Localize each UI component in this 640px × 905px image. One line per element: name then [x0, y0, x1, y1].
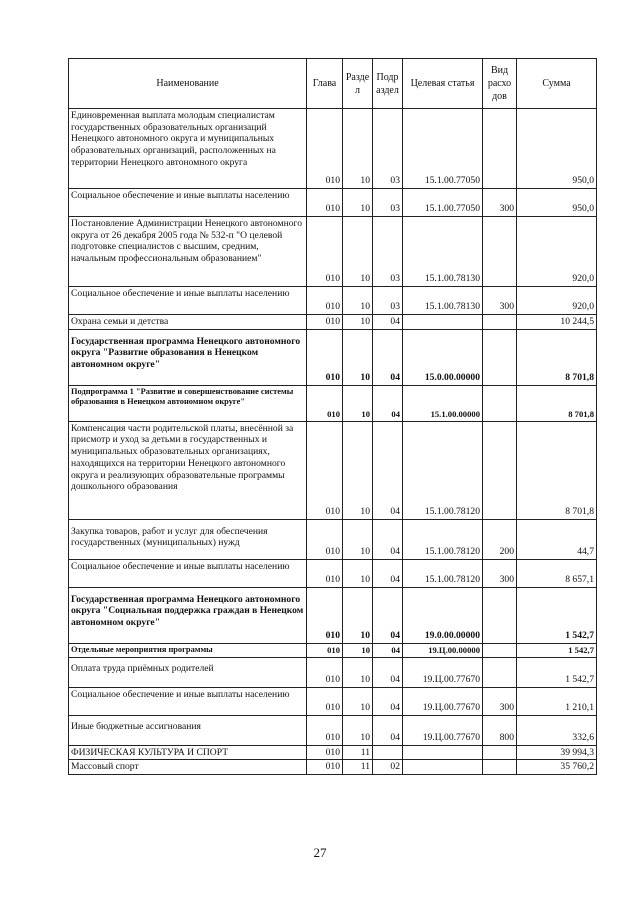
row-type	[483, 421, 517, 519]
row-subsection	[373, 745, 403, 760]
header-chapter: Глава	[307, 59, 343, 109]
row-section: 10	[343, 421, 373, 519]
table-row	[69, 745, 597, 760]
row-target: 15.1.00.78130	[403, 217, 483, 287]
row-sum: 920,0	[517, 217, 597, 287]
row-section: 10	[343, 715, 373, 745]
row-subsection: 04	[373, 385, 403, 421]
row-section: 10	[343, 643, 373, 657]
row-type	[483, 109, 517, 189]
row-sum: 8 701,8	[517, 421, 597, 519]
table-row	[69, 559, 597, 587]
row-subsection: 04	[373, 587, 403, 643]
row-name: Закупка товаров, работ и услуг для обеспечения государственных (муниципальных) нужд	[69, 519, 307, 559]
row-section: 10	[343, 217, 373, 287]
row-name: Социальное обеспечение и иные выплаты населению	[69, 287, 307, 315]
row-chapter: 010	[307, 421, 343, 519]
table-row	[69, 109, 597, 189]
row-section: 10	[343, 519, 373, 559]
row-sum: 8 657,1	[517, 559, 597, 587]
row-type	[483, 217, 517, 287]
row-chapter: 010	[307, 559, 343, 587]
row-subsection: 04	[373, 643, 403, 657]
table-row	[69, 715, 597, 745]
row-section: 10	[343, 587, 373, 643]
table-row	[69, 587, 597, 643]
row-sum: 35 760,2	[517, 760, 597, 775]
row-target	[403, 315, 483, 330]
row-sum: 950,0	[517, 189, 597, 217]
row-sum: 1 542,7	[517, 643, 597, 657]
header-name: Наименование	[69, 59, 307, 109]
row-section: 10	[343, 559, 373, 587]
row-chapter: 010	[307, 329, 343, 385]
row-chapter: 010	[307, 760, 343, 775]
table-row	[69, 385, 597, 421]
table-row	[69, 421, 597, 519]
row-subsection: 04	[373, 315, 403, 330]
row-section: 10	[343, 287, 373, 315]
row-chapter: 010	[307, 687, 343, 715]
header-section: Разде л	[343, 59, 373, 109]
row-type: 300	[483, 559, 517, 587]
row-type	[483, 657, 517, 687]
row-target: 15.1.00.00000	[403, 385, 483, 421]
budget-table	[68, 58, 597, 775]
row-name: Социальное обеспечение и иные выплаты населению	[69, 189, 307, 217]
row-name: Государственная программа Ненецкого автономного округа "Социальная поддержка граждан в Ненецком автономном округе"	[69, 587, 307, 643]
row-target: 15.1.00.77050	[403, 109, 483, 189]
row-section: 10	[343, 109, 373, 189]
row-name: Компенсация части родительской платы, внесённой за присмотр и уход за детьми в государственных и муниципальных образовательных организациях, находящихся на территории Ненецкого автономного округа и реализующих образовательные программы дошкольного образования	[69, 421, 307, 519]
row-type	[483, 385, 517, 421]
row-subsection: 04	[373, 687, 403, 715]
row-sum: 920,0	[517, 287, 597, 315]
table-row	[69, 329, 597, 385]
row-type: 300	[483, 189, 517, 217]
row-target: 15.1.00.78130	[403, 287, 483, 315]
row-section: 10	[343, 315, 373, 330]
row-name: Постановление Администрации Ненецкого автономного округа от 26 декабря 2005 года № 532-п "О целевой подготовке специалистов с высшим, средним, начальным профессиональным образованием"	[69, 217, 307, 287]
row-target: 15.1.00.78120	[403, 421, 483, 519]
row-subsection: 03	[373, 217, 403, 287]
row-sum: 8 701,8	[517, 385, 597, 421]
row-target: 15.1.00.77050	[403, 189, 483, 217]
row-section: 10	[343, 189, 373, 217]
row-sum: 1 542,7	[517, 587, 597, 643]
row-name: Отдельные мероприятия программы	[69, 643, 307, 657]
row-target: 19.Ц.00.77670	[403, 687, 483, 715]
row-subsection: 04	[373, 421, 403, 519]
row-section: 10	[343, 687, 373, 715]
row-section: 10	[343, 329, 373, 385]
row-type	[483, 329, 517, 385]
row-subsection: 04	[373, 329, 403, 385]
row-name: Единовременная выплата молодым специалистам государственных образовательных организаций Ненецкого автономного округа и муниципальных образовательных организаций, расположенных на территории Ненецкого автономного округа	[69, 109, 307, 189]
row-name: Охрана семьи и детства	[69, 315, 307, 330]
row-target: 19.Ц.00.00000	[403, 643, 483, 657]
row-name: Социальное обеспечение и иные выплаты населению	[69, 687, 307, 715]
row-chapter: 010	[307, 715, 343, 745]
row-section: 11	[343, 760, 373, 775]
table-row	[69, 657, 597, 687]
row-sum: 8 701,8	[517, 329, 597, 385]
row-subsection: 04	[373, 519, 403, 559]
row-name: ФИЗИЧЕСКАЯ КУЛЬТУРА И СПОРТ	[69, 745, 307, 760]
row-chapter: 010	[307, 287, 343, 315]
row-subsection: 03	[373, 109, 403, 189]
table-row	[69, 519, 597, 559]
row-type: 300	[483, 287, 517, 315]
row-name: Оплата труда приёмных родителей	[69, 657, 307, 687]
row-chapter: 010	[307, 189, 343, 217]
row-sum: 332,6	[517, 715, 597, 745]
row-sum: 10 244,5	[517, 315, 597, 330]
row-type: 300	[483, 687, 517, 715]
row-chapter: 010	[307, 587, 343, 643]
row-sum: 1 210,1	[517, 687, 597, 715]
table-row	[69, 189, 597, 217]
row-subsection: 04	[373, 559, 403, 587]
row-section: 10	[343, 657, 373, 687]
header-subsection: Подр аздел	[373, 59, 403, 109]
row-type	[483, 315, 517, 330]
table-row	[69, 643, 597, 657]
row-name: Иные бюджетные ассигнования	[69, 715, 307, 745]
row-sum: 950,0	[517, 109, 597, 189]
row-subsection: 02	[373, 760, 403, 775]
row-target: 15.1.00.78120	[403, 559, 483, 587]
row-type: 800	[483, 715, 517, 745]
row-sum: 44,7	[517, 519, 597, 559]
table-row	[69, 287, 597, 315]
row-chapter: 010	[307, 745, 343, 760]
row-target: 19.Ц.00.77670	[403, 715, 483, 745]
row-target	[403, 760, 483, 775]
table-header-row	[69, 59, 597, 109]
table-row	[69, 315, 597, 330]
row-sum: 39 994,3	[517, 745, 597, 760]
row-target: 19.0.00.00000	[403, 587, 483, 643]
row-section: 11	[343, 745, 373, 760]
table-row	[69, 687, 597, 715]
row-name: Подпрограмма 1 "Развитие и совершенствование системы образования в Ненецком автономном округе"	[69, 385, 307, 421]
row-type: 200	[483, 519, 517, 559]
row-chapter: 010	[307, 385, 343, 421]
table-row	[69, 217, 597, 287]
row-chapter: 010	[307, 217, 343, 287]
row-subsection: 04	[373, 657, 403, 687]
row-name: Социальное обеспечение и иные выплаты населению	[69, 559, 307, 587]
row-chapter: 010	[307, 109, 343, 189]
table-row	[69, 760, 597, 775]
row-subsection: 03	[373, 189, 403, 217]
row-type	[483, 587, 517, 643]
page-number: 27	[313, 845, 327, 860]
row-subsection: 03	[373, 287, 403, 315]
row-type	[483, 643, 517, 657]
row-section: 10	[343, 385, 373, 421]
row-target: 15.1.00.78120	[403, 519, 483, 559]
row-chapter: 010	[307, 643, 343, 657]
row-chapter: 010	[307, 315, 343, 330]
header-type: Вид расхо дов	[483, 59, 517, 109]
row-subsection: 04	[373, 715, 403, 745]
row-type	[483, 760, 517, 775]
header-sum: Сумма	[517, 59, 597, 109]
row-chapter: 010	[307, 657, 343, 687]
row-target: 15.0.00.00000	[403, 329, 483, 385]
row-type	[483, 745, 517, 760]
row-name: Государственная программа Ненецкого автономного округа "Развитие образования в Ненецком автономном округе"	[69, 329, 307, 385]
header-target: Целевая статья	[403, 59, 483, 109]
row-sum: 1 542,7	[517, 657, 597, 687]
row-name: Массовый спорт	[69, 760, 307, 775]
row-target	[403, 745, 483, 760]
row-target: 19.Ц.00.77670	[403, 657, 483, 687]
row-chapter: 010	[307, 519, 343, 559]
